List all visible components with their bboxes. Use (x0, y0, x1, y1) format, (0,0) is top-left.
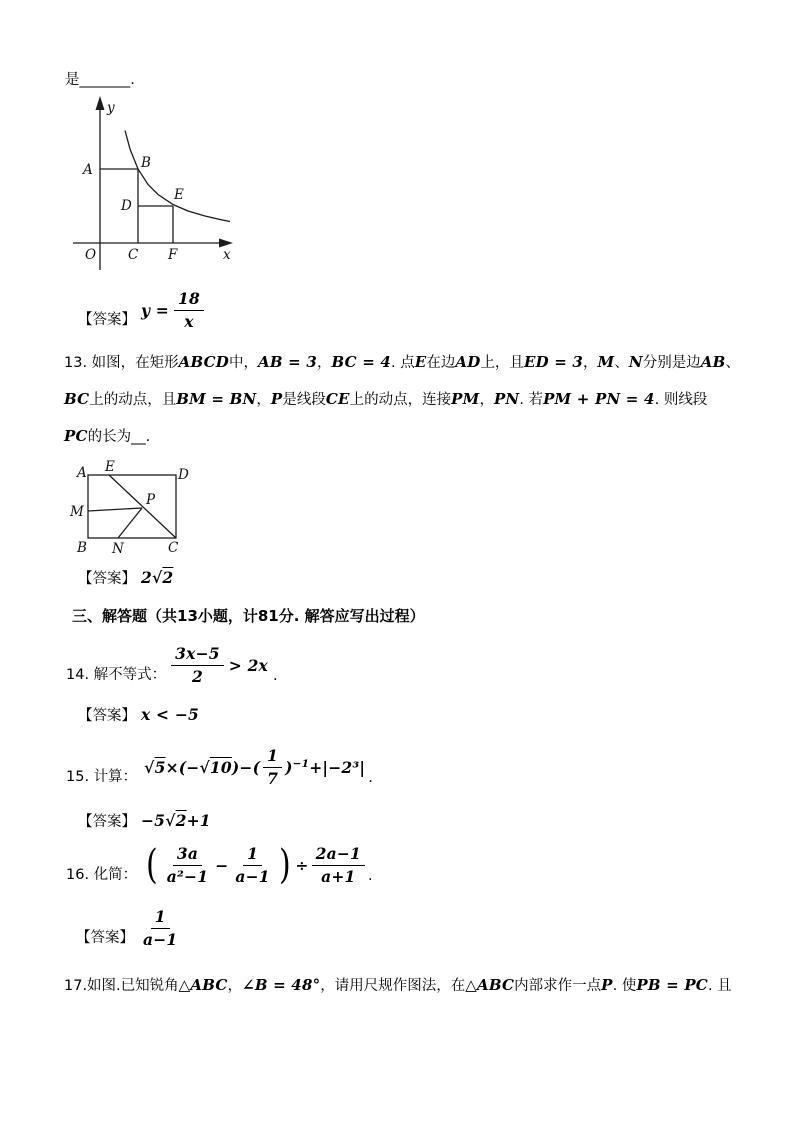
question-16-label: 16. 化简： (66, 866, 138, 883)
answer-12-lhs: y = (141, 300, 169, 320)
question-15-label: 15. 计算： (66, 768, 138, 785)
answer-12 (78, 290, 204, 331)
fraction (171, 645, 224, 686)
math-text: AD (455, 353, 481, 371)
fraction-numerator: 1 (243, 845, 262, 866)
question-16 (66, 842, 373, 889)
label-x: x (223, 247, 231, 263)
answer-label: 【答案】 (76, 929, 134, 946)
radical-sign: √ (144, 757, 155, 777)
fraction (231, 845, 273, 886)
chinese-text: ， (227, 978, 243, 994)
left-paren: ( (146, 842, 158, 889)
operator-text: )−( (231, 757, 261, 777)
paren: ) (285, 757, 293, 777)
label-D: D (121, 198, 132, 214)
period: . (368, 867, 373, 884)
answer-14 (78, 704, 199, 725)
label-B: B (141, 155, 151, 171)
segment-EC (109, 475, 176, 538)
term: +1 (186, 811, 211, 830)
fraction-denominator: x (184, 311, 194, 331)
answer-15 (78, 810, 211, 831)
fill-blank-line: 是_______. (65, 72, 135, 88)
math-text: N (628, 353, 643, 371)
chinese-text: 分别是边 (642, 355, 701, 371)
chinese-text: 13. 如图，在矩形 (64, 355, 179, 371)
section-heading: 三、解答题（共13小题，计81分. 解答应写出过程） (72, 607, 425, 625)
question-14-label: 14. 解不等式： (66, 666, 167, 683)
label-B: B (77, 540, 87, 556)
label-D: D (178, 467, 189, 483)
formula-part (144, 758, 260, 777)
segment-MP (88, 508, 142, 511)
label-y: y (107, 100, 115, 116)
abs-term: +|−2³| (309, 757, 366, 777)
chinese-text: . 则线段 (654, 392, 708, 408)
label-P: P (146, 492, 156, 508)
chinese-text: . 若 (519, 392, 544, 408)
math-text: ∠B = 48° (242, 976, 321, 994)
chinese-text: . 且 (707, 978, 732, 994)
chinese-text: 内部求作一点 (514, 978, 602, 994)
question-17-line (64, 975, 732, 996)
fraction-numerator: 1 (151, 908, 170, 929)
chinese-text: ， (256, 392, 271, 408)
chinese-text: 上的动点，连接 (349, 392, 452, 408)
math-text: P (601, 976, 613, 994)
answer-15-value (141, 811, 211, 830)
fraction (174, 290, 204, 331)
math-text: ED = 3 (523, 353, 584, 371)
fraction (139, 908, 181, 949)
radicand: 5 (154, 757, 166, 777)
chinese-text: 、 (725, 355, 740, 371)
label-N: N (112, 541, 124, 557)
question-13-line1 (64, 352, 740, 373)
label-C: C (168, 540, 179, 556)
math-text: E (414, 353, 427, 371)
chinese-text: . 使 (612, 978, 637, 994)
coefficient: 2 (141, 568, 152, 587)
radical-sign: √ (165, 811, 176, 830)
math-text: △ABC (178, 976, 228, 994)
segment-PN (118, 508, 142, 538)
period: . (273, 667, 278, 684)
hyperbola-curve (125, 131, 230, 222)
label-A: A (77, 465, 87, 481)
math-text: M (597, 353, 615, 371)
answer-label: 【答案】 (78, 311, 136, 328)
answer-16 (76, 908, 181, 949)
math-text: PN (493, 390, 520, 408)
math-text: PB = PC (636, 976, 708, 994)
answer-label: 【答案】 (78, 571, 136, 587)
chinese-text: 上的动点，且 (89, 392, 177, 408)
fraction-denominator: a−1 (143, 929, 178, 949)
chinese-text: 17.如图.已知锐角 (64, 978, 179, 994)
fraction-denominator: a+1 (321, 866, 356, 886)
chinese-text: 上，且 (480, 355, 524, 371)
hyperbola-figure (62, 93, 247, 278)
answer-13 (78, 567, 173, 588)
chinese-text: ， (583, 355, 598, 371)
answer-13-value (141, 568, 173, 587)
label-E: E (105, 459, 115, 475)
label-O: O (85, 247, 97, 263)
question-14 (66, 645, 278, 686)
fraction (312, 845, 365, 886)
radicand: 10 (209, 757, 232, 777)
radical-sign: √ (199, 757, 210, 777)
exponent: −1 (292, 757, 310, 770)
chinese-text: 的长为__. (87, 429, 151, 445)
math-text: ABCD (178, 353, 230, 371)
math-text: PM + PN = 4 (543, 390, 655, 408)
math-text: △ABC (465, 976, 515, 994)
fraction-denominator: 2 (191, 666, 203, 686)
math-text: CE (325, 390, 350, 408)
fraction-denominator: a²−1 (166, 866, 209, 886)
period: . (368, 769, 373, 786)
fraction-numerator: 1 (263, 747, 282, 768)
chinese-text: 是线段 (282, 392, 326, 408)
chinese-text: 在边 (426, 355, 456, 371)
fraction (163, 845, 212, 886)
math-text: P (270, 390, 283, 408)
chinese-text: 、 (614, 355, 629, 371)
label-C: C (128, 247, 139, 263)
label-E: E (174, 187, 184, 203)
minus-operator: − (215, 855, 229, 875)
answer-14-value: x < −5 (141, 705, 199, 724)
answer-label: 【答案】 (78, 814, 136, 830)
fraction-numerator: 18 (174, 290, 204, 311)
term: −5 (141, 811, 166, 830)
math-text: PC (64, 427, 88, 445)
chinese-text: . 点 (391, 355, 415, 371)
question-13-line3 (64, 426, 150, 447)
answer-label: 【答案】 (78, 708, 136, 724)
rectangle-ABCD (88, 475, 176, 538)
math-text: BC (64, 390, 90, 408)
chinese-text: ，请用尺规作图法，在 (320, 978, 466, 994)
math-text: BM = BN (176, 390, 257, 408)
question-13-line2 (64, 389, 707, 410)
math-text: BC = 4 (331, 353, 392, 371)
operator-text: ×(− (165, 757, 200, 777)
fraction-numerator: 3a (173, 845, 202, 866)
fraction-denominator: 7 (267, 768, 279, 788)
label-M: M (70, 504, 84, 520)
label-A: A (83, 162, 93, 178)
fraction (263, 747, 282, 788)
inequality-rhs: > 2x (228, 655, 268, 675)
y-axis-arrow (96, 96, 105, 110)
fraction-numerator: 2a−1 (312, 845, 365, 866)
fraction-numerator: 3x−5 (171, 645, 224, 666)
math-text: PM (451, 390, 480, 408)
radicand: 2 (162, 568, 174, 587)
divide-operator: ÷ (295, 855, 309, 875)
rectangle-figure (68, 455, 208, 560)
formula-part (285, 758, 365, 777)
chinese-text: ， (479, 392, 494, 408)
right-paren: ) (278, 842, 291, 889)
radicand: 2 (175, 811, 187, 830)
math-text: AB = 3 (258, 353, 317, 371)
fraction-denominator: a−1 (235, 866, 270, 886)
chinese-text: 中， (229, 355, 259, 371)
chinese-text: ， (316, 355, 332, 371)
radical-sign: √ (152, 568, 163, 587)
math-text: AB (700, 353, 726, 371)
question-15 (66, 747, 373, 788)
label-F: F (168, 247, 178, 263)
